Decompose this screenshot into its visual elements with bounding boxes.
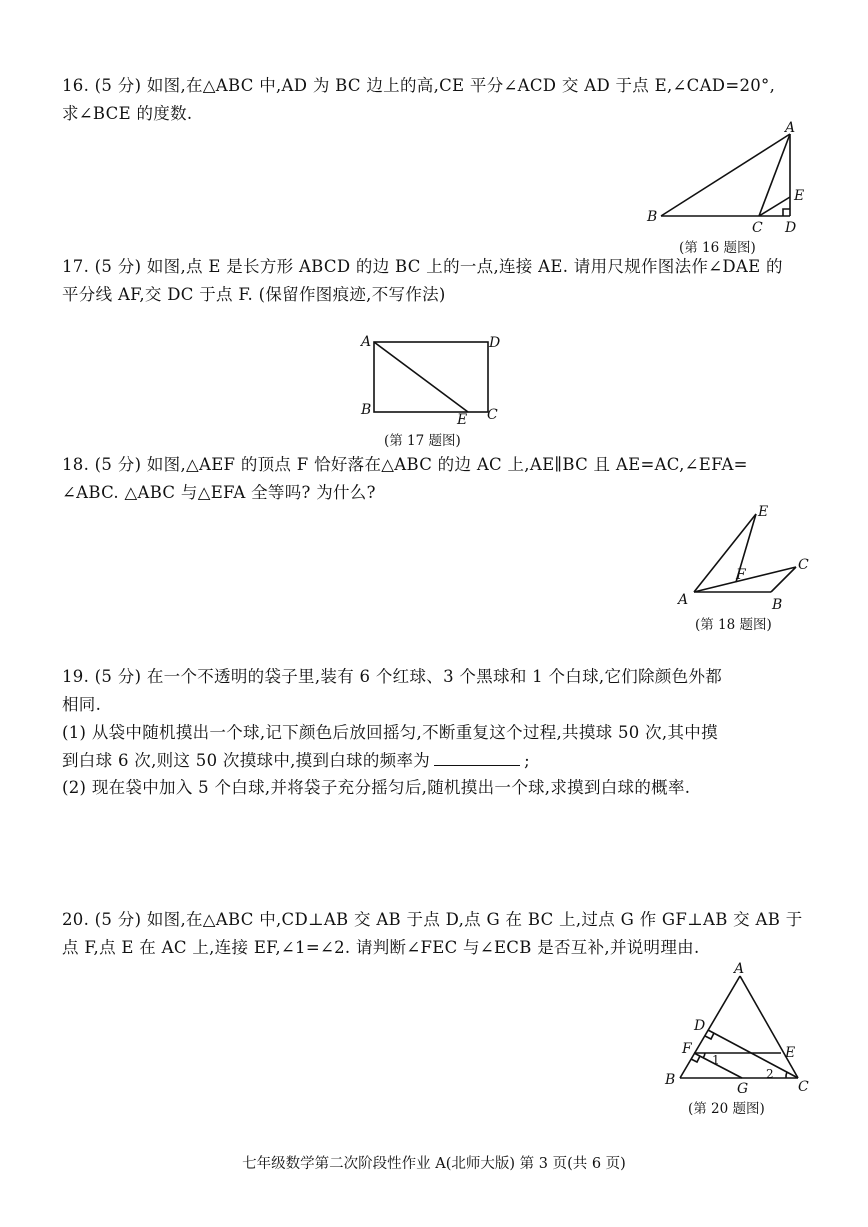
q20-caption: (第 20 题图): [688, 1101, 765, 1117]
q16-label-b: B: [647, 209, 658, 225]
q17-label-e: E: [457, 412, 468, 428]
q20-text-line1: 20. (5 分) 如图,在△ABC 中,CD⊥AB 交 AB 于点 D,点 G 在 BC 上,过点 G 作 GF⊥AB 交 AB 于: [62, 910, 803, 929]
q18-label-f: F: [736, 567, 746, 583]
q20-text-line2: 点 F,点 E 在 AC 上,连接 EF,∠1=∠2. 请判断∠FEC 与∠ECB 是否互补,并说明理由.: [62, 938, 700, 957]
q16-side-ac: [759, 134, 790, 216]
q17-text-line1: 17. (5 分) 如图,点 E 是长方形 ABCD 的边 BC 上的一点,连接 AE. 请用尺规作图法作∠DAE 的: [62, 257, 783, 276]
q20-label-c: C: [798, 1079, 809, 1095]
q19-part1-line2-text: 到白球 6 次,则这 50 次摸球中,摸到白球的频率为: [62, 751, 431, 770]
q18-side-ae: [694, 514, 756, 592]
q17-caption: (第 17 题图): [384, 433, 461, 449]
q20-side-ab: [680, 976, 740, 1078]
q16-label-d: D: [785, 220, 797, 236]
q18-label-e: E: [758, 504, 769, 520]
q20-label-d: D: [694, 1018, 706, 1034]
q17-segment-ae: [374, 342, 468, 412]
q20-label-g: G: [737, 1081, 749, 1097]
q17-label-c: C: [487, 407, 498, 423]
q20-label-a: A: [734, 961, 745, 977]
q18-label-c: C: [798, 557, 809, 573]
q20-angle2-arc: [786, 1072, 787, 1078]
q19-part1-line2: [62, 747, 812, 775]
q20-label-angle1: 1: [712, 1053, 720, 1067]
q20-figure: [664, 958, 824, 1097]
q19-part1-line1: (1) 从袋中随机摸出一个球,记下颜色后放回摇匀,不断重复这个过程,共摸球 50 次,其中摸: [62, 723, 718, 742]
q19-part2: (2) 现在袋中加入 5 个白球,并将袋子充分摇匀后,随机摸出一个球,求摸到白球的概率.: [62, 778, 691, 797]
q17-rectangle-abcd: [374, 342, 488, 412]
q16-side-ba: [661, 134, 790, 216]
q19-text-line2: 相同.: [62, 695, 102, 714]
q16-caption: (第 16 题图): [679, 240, 756, 256]
q16-label-c: C: [752, 220, 763, 236]
q17-label-a: A: [361, 334, 372, 350]
q18-label-a: A: [678, 592, 689, 608]
q16-label-a: A: [785, 120, 796, 136]
q19-text-line1: 19. (5 分) 在一个不透明的袋子里,装有 6 个红球、3 个黑球和 1 个白球,它们除颜色外都: [62, 667, 723, 686]
q17-label-d: D: [489, 335, 501, 351]
q18-text-line2: ∠ABC. △ABC 与△EFA 全等吗? 为什么?: [62, 483, 376, 502]
q18-text-line1: 18. (5 分) 如图,△AEF 的顶点 F 恰好落在△ABC 的边 AC 上,AE∥BC 且 AE=AC,∠EFA=: [62, 455, 748, 474]
q16-figure: [645, 118, 815, 238]
q18-figure: [674, 500, 824, 615]
q16-segment-ce: [759, 197, 790, 216]
q17-text-line2: 平分线 AF,交 DC 于点 F. (保留作图痕迹,不写作法): [62, 285, 446, 304]
q16-text-line2: 求∠BCE 的度数.: [62, 104, 193, 123]
q20-label-e: E: [785, 1045, 796, 1061]
q20-label-angle2: 2: [766, 1067, 774, 1081]
q16-right-angle-mark: [783, 209, 790, 216]
q20-label-b: B: [665, 1072, 676, 1088]
q16-text-line1: 16. (5 分) 如图,在△ABC 中,AD 为 BC 边上的高,CE 平分∠ACD 交 AD 于点 E,∠CAD=20°,: [62, 76, 776, 95]
q20-label-f: F: [682, 1041, 692, 1057]
q18-caption: (第 18 题图): [695, 617, 772, 633]
q19-answer-blank[interactable]: [434, 747, 520, 766]
q19-part1-line2-end: ;: [524, 751, 530, 770]
q16-label-e: E: [794, 188, 805, 204]
q17-label-b: B: [361, 402, 372, 418]
q17-figure: [356, 330, 516, 430]
q18-label-b: B: [772, 597, 783, 613]
page-footer: 七年级数学第二次阶段性作业 A(北师大版) 第 3 页(共 6 页): [242, 1156, 626, 1172]
